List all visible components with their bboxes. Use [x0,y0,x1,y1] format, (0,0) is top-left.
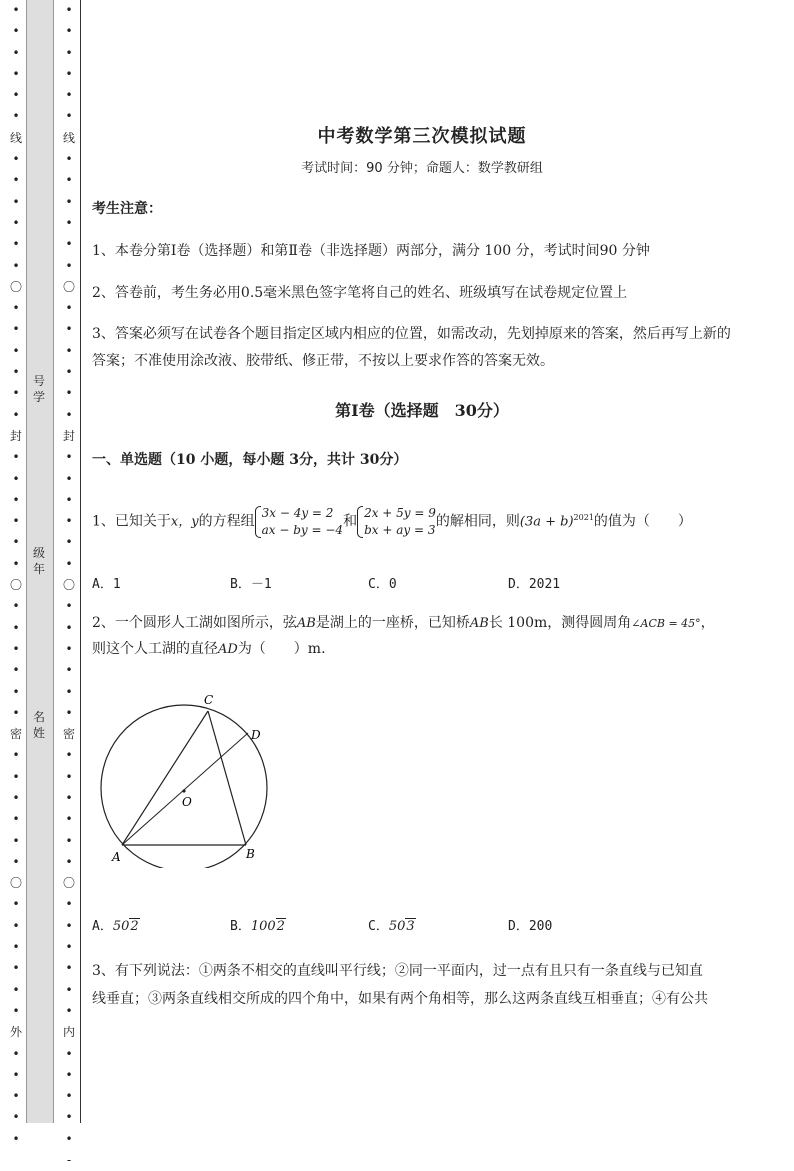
binding-dot: • [12,620,20,635]
binding-dot: • [65,790,73,805]
student-id-label: 号 学 [32,374,45,404]
binding-dot: • [65,109,73,124]
binding-dot: • [12,301,20,316]
binding-dot: • [12,258,20,273]
binding-dot: • [12,684,20,699]
q1-option-d[interactable]: D．2021 [508,577,561,592]
q2-option-b[interactable]: B．1002 [230,919,285,934]
equation-system-1: 3x − 4y = 2 ax − by = −4 [255,505,343,539]
question-2-line-1: 2、一个圆形人工湖如图所示，弦AB是湖上的一座桥，已知桥AB长 100m，测得圆周角∠ACB = 45°， [92,615,715,631]
question-3-line-2: 线垂直；③两条直线相交所成的四个角中，如果有两个角相等，那么这两条直线互相垂直；④有公共 [92,991,708,1007]
binding-dot: • [65,812,73,827]
binding-dot: • [65,769,73,784]
binding-mark: 〇 [9,279,22,294]
binding-dot: • [12,790,20,805]
binding-mark: 内 [62,1025,75,1040]
page-title: 中考数学第三次模拟试题 [317,126,527,147]
chord-cb [208,711,246,845]
q2-angle: ∠ACB = 45° [631,617,701,630]
binding-dot: • [12,514,20,529]
binding-dot: • [65,343,73,358]
q1-option-c[interactable]: C．0 [368,577,397,592]
binding-mark: 〇 [62,279,75,294]
binding-dot: • [65,684,73,699]
binding-dot: • [65,407,73,422]
lake-circle [101,705,267,868]
binding-mark: 外 [9,1025,22,1040]
binding-dot: • [65,705,73,720]
binding-mark: 密 [62,727,75,742]
binding-dot: • [12,1067,20,1082]
binding-dot: • [65,24,73,39]
chord-ac [122,711,208,845]
binding-dot: • [12,535,20,550]
binding-dot: • [65,322,73,337]
binding-dot: • [65,854,73,869]
binding-dot: • [12,812,20,827]
q2-option-c[interactable]: C．503 [368,919,415,934]
binding-dot: • [65,258,73,273]
binding-end-mark: - [66,1153,72,1168]
exam-subtitle: 考试时间：90 分钟；命题人：数学教研组 [301,161,543,176]
binding-dot: • [12,1003,20,1018]
binding-mark: 线 [9,130,22,145]
binding-mark: 密 [9,727,22,742]
binding-dot: • [12,769,20,784]
binding-dot: • [12,343,20,358]
inner-dot-column [59,0,79,1168]
binding-dot: • [65,152,73,167]
binding-dot: • [12,215,20,230]
binding-dot: • [65,620,73,635]
binding-dot: • [65,556,73,571]
circle-lake-figure [96,688,276,868]
diameter-ad [122,733,248,845]
binding-dot: • [65,663,73,678]
grade-label: 级 年 [32,546,45,576]
binding-mark: 封 [62,428,75,443]
label-b: B [246,847,255,861]
q1-option-b[interactable]: B．－1 [230,577,272,592]
binding-dot: • [12,854,20,869]
binding-mark: 〇 [62,876,75,891]
binding-dot: • [12,1131,20,1146]
binding-dot: • [12,66,20,81]
binding-dot: • [65,1131,73,1146]
binding-dot: • [65,173,73,188]
binding-mark: 封 [9,428,22,443]
binding-dot: • [65,237,73,252]
q2-option-a[interactable]: A．502 [92,919,139,934]
question-2-line-2: 则这个人工湖的直径AD为（ ）m. [92,641,326,657]
binding-dot: • [12,45,20,60]
label-a: A [112,850,121,864]
binding-dot: • [12,386,20,401]
q1-exponent: 2021 [573,513,594,522]
binding-dot: • [12,492,20,507]
binding-dot: • [65,897,73,912]
binding-dot: • [12,173,20,188]
binding-dot: • [65,471,73,486]
binding-dot: • [65,599,73,614]
binding-dot: • [12,471,20,486]
notice-item-1: 1、本卷分第Ⅰ卷（选择题）和第Ⅱ卷（非选择题）两部分，满分 100 分，考试时间90 分钟 [92,243,650,259]
section-title: 第Ⅰ卷（选择题 30分） [335,401,509,420]
binding-dot: • [12,1089,20,1104]
binding-dot: • [12,88,20,103]
q1-option-a[interactable]: A．1 [92,577,121,592]
binding-dot: • [12,641,20,656]
question-3-line-1: 3、有下列说法：①两条不相交的直线叫平行线；②同一平面内，过一点有且只有一条直线与已知直 [92,963,703,979]
binding-dot: • [12,982,20,997]
binding-dot: • [12,556,20,571]
binding-dot: • [65,215,73,230]
binding-dot: • [12,365,20,380]
binding-dot: • [65,492,73,507]
binding-dot: • [12,109,20,124]
part-heading: 一、单选题（10 小题，每小题 3分，共计 30分） [92,452,408,468]
binding-dot: • [12,940,20,955]
notice-item-2: 2、答卷前，考生务必用0.5毫米黑色签字笔将自己的姓名、班级填写在试卷规定位置上 [92,285,628,301]
binding-line [80,0,81,1123]
binding-dot: • [65,1089,73,1104]
label-d: D [251,728,261,742]
binding-dot: • [65,1110,73,1125]
binding-dot: • [12,194,20,209]
binding-dot: • [65,1003,73,1018]
binding-dot: • [12,152,20,167]
binding-mark: 〇 [62,578,75,593]
q2-option-d[interactable]: D．200 [508,919,553,934]
q1-vars: x，y [170,514,199,530]
notice-item-3: 3、答案必须写在试卷各个题目指定区域内相应的位置，如需改动，先划掉原来的答案，然后再写上新的答案；不准使用涂改液、胶带纸、修正带，不按以上要求作答的答案无效。 [92,326,731,369]
binding-mark: 〇 [9,876,22,891]
binding-dot: • [12,450,20,465]
binding-dot: • [65,88,73,103]
binding-dot: • [12,1046,20,1061]
center-point [182,789,185,792]
binding-dot: • [65,194,73,209]
outer-dot-column [6,0,26,1146]
binding-dot: • [12,1110,20,1125]
binding-dot: • [12,897,20,912]
binding-dot: • [12,833,20,848]
binding-dot: • [65,514,73,529]
binding-dot: • [65,386,73,401]
binding-dot: • [65,450,73,465]
q1-expression: (3a + b) [519,514,574,530]
binding-dot: • [12,599,20,614]
binding-dot: • [12,3,20,17]
binding-dot: • [12,24,20,39]
binding-dot: • [12,705,20,720]
binding-dot: • [65,301,73,316]
label-o: O [182,795,192,809]
binding-dot: • [65,961,73,976]
binding-dot: • [65,982,73,997]
binding-dot: • [65,66,73,81]
binding-dot: • [65,365,73,380]
binding-dot: • [65,940,73,955]
binding-mark: 线 [62,130,75,145]
binding-dot: • [65,641,73,656]
notice-heading: 考生注意： [92,201,162,217]
binding-dot: • [65,833,73,848]
binding-dot: • [12,663,20,678]
question-1: 1、已知关于x，y的方程组 3x − 4y = 2 ax − by = −4 和 2x + 5y = 9 bx + ay = 3 的解相同，则$(3a + b)^{2021}$的值为（ ） [92,505,692,537]
binding-dot: • [12,918,20,933]
equation-system-2: 2x + 5y = 9 bx + ay = 3 [357,505,436,539]
binding-dot: • [65,535,73,550]
binding-dot: • [12,237,20,252]
binding-dot: • [12,748,20,763]
name-label: 名 姓 [32,710,45,740]
label-c: C [204,693,214,707]
binding-dot: • [65,3,73,17]
binding-dot: • [65,1067,73,1082]
binding-dot: • [65,748,73,763]
binding-dot: • [12,961,20,976]
binding-mark: 〇 [9,578,22,593]
binding-dot: • [12,322,20,337]
binding-dot: • [65,45,73,60]
binding-dot: • [12,407,20,422]
binding-dot: • [65,1046,73,1061]
binding-dot: • [65,918,73,933]
